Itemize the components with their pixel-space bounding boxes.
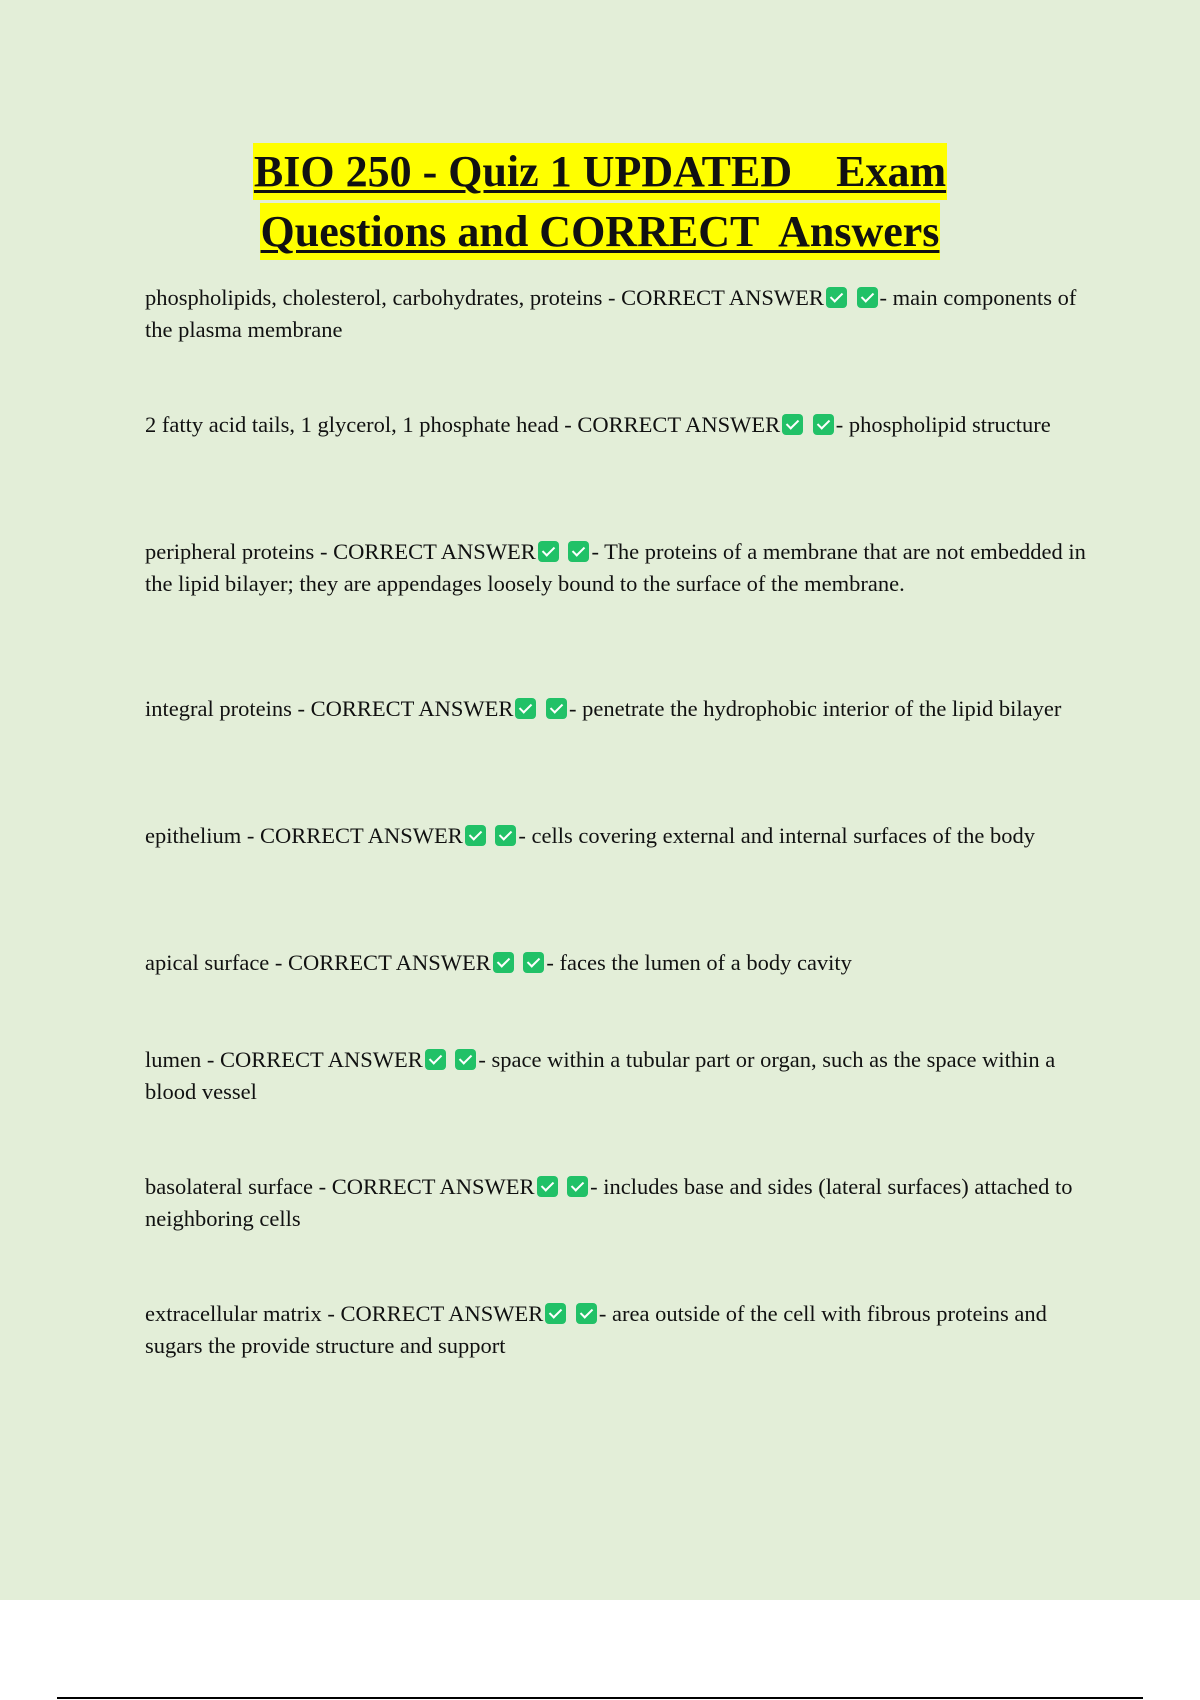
check-mark-icon: [455, 1049, 476, 1070]
document-title: [0, 143, 1200, 260]
qa-definition: The proteins of a membrane that are not embedded in the lipid bilayer; they are appendages loosely bound to the surface of the membrane.: [145, 539, 1086, 596]
check-mark-icon: [782, 414, 803, 435]
qa-item: basolateral surface - CORRECT ANSWER - includes base and sides (lateral surfaces) attached to neighboring cells: [145, 1174, 1073, 1231]
check-mark-icon: [538, 541, 559, 562]
answer-marker: CORRECT ANSWER: [333, 539, 536, 564]
qa-term: basolateral surface: [145, 1174, 314, 1199]
qa-definition: faces the lumen of a body cavity: [559, 950, 852, 975]
qa-definition: area outside of the cell with fibrous proteins and sugars the provide structure and support: [145, 1301, 1047, 1358]
check-mark-icon: [537, 1176, 558, 1197]
check-mark-icon: [568, 541, 589, 562]
title-line-1: BIO 250 - Quiz 1 UPDATED Exam: [253, 143, 947, 200]
qa-item: 2 fatty acid tails, 1 glycerol, 1 phosphate head - CORRECT ANSWER - phospholipid structure: [145, 412, 1051, 437]
check-mark-icon: [576, 1303, 597, 1324]
qa-item: peripheral proteins - CORRECT ANSWER - The proteins of a membrane that are not embedded in the lipid bilayer; they are appendages loosely bound to the surface of the membrane.: [145, 539, 1086, 596]
answer-marker: CORRECT ANSWER: [340, 1301, 544, 1326]
qa-definition: space within a tubular part or organ, such as the space within a blood vessel: [145, 1047, 1056, 1104]
qa-definition: phospholipid structure: [848, 412, 1051, 437]
qa-term: epithelium: [145, 823, 242, 848]
qa-definition: includes base and sides (lateral surfaces) attached to neighboring cells: [145, 1174, 1073, 1231]
answer-marker: CORRECT ANSWER: [220, 1047, 423, 1072]
qa-term: 2 fatty acid tails, 1 glycerol, 1 phosphate head: [145, 412, 559, 437]
answer-marker: CORRECT ANSWER: [310, 696, 514, 721]
answer-marker: CORRECT ANSWER: [288, 950, 491, 975]
check-mark-icon: [567, 1176, 588, 1197]
check-mark-icon: [546, 698, 567, 719]
check-mark-icon: [515, 698, 536, 719]
qa-term: apical surface: [145, 950, 270, 975]
check-mark-icon: [465, 825, 486, 846]
qa-item: lumen - CORRECT ANSWER - space within a tubular part or organ, such as the space within a blood vessel: [145, 1047, 1056, 1104]
check-mark-icon: [425, 1049, 446, 1070]
qa-item: integral proteins - CORRECT ANSWER - penetrate the hydrophobic interior of the lipid bilayer: [145, 696, 1062, 721]
check-mark-icon: [523, 952, 544, 973]
qa-term: lumen: [145, 1047, 202, 1072]
check-mark-icon: [857, 287, 878, 308]
check-mark-icon: [493, 952, 514, 973]
check-mark-icon: [813, 414, 834, 435]
qa-item: apical surface - CORRECT ANSWER - faces the lumen of a body cavity: [145, 950, 852, 975]
answer-marker: CORRECT ANSWER: [577, 412, 781, 437]
check-mark-icon: [495, 825, 516, 846]
answer-marker: CORRECT ANSWER: [331, 1174, 535, 1199]
qa-term: extracellular matrix: [145, 1301, 322, 1326]
check-mark-icon: [826, 287, 847, 308]
title-line-2: Questions and CORRECT Answers: [260, 203, 941, 260]
answer-marker: CORRECT ANSWER: [621, 285, 824, 310]
qa-definition: penetrate the hydrophobic interior of the lipid bilayer: [582, 696, 1062, 721]
qa-item: extracellular matrix - CORRECT ANSWER - area outside of the cell with fibrous proteins and sugars the provide structure and support: [145, 1301, 1047, 1358]
qa-term: peripheral proteins: [145, 539, 315, 564]
qa-term: phospholipids, cholesterol, carbohydrates, proteins: [145, 285, 603, 310]
check-mark-icon: [545, 1303, 566, 1324]
qa-term: integral proteins: [145, 696, 292, 721]
qa-item: phospholipids, cholesterol, carbohydrates, proteins - CORRECT ANSWER - main components of the plasma membrane: [145, 285, 1077, 342]
footer-divider: [57, 1697, 1143, 1699]
answer-marker: CORRECT ANSWER: [259, 823, 463, 848]
qa-definition: main components of the plasma membrane: [145, 285, 1077, 342]
qa-definition: cells covering external and internal surfaces of the body: [531, 823, 1036, 848]
qa-item: epithelium - CORRECT ANSWER - cells covering external and internal surfaces of the body: [145, 823, 1036, 848]
